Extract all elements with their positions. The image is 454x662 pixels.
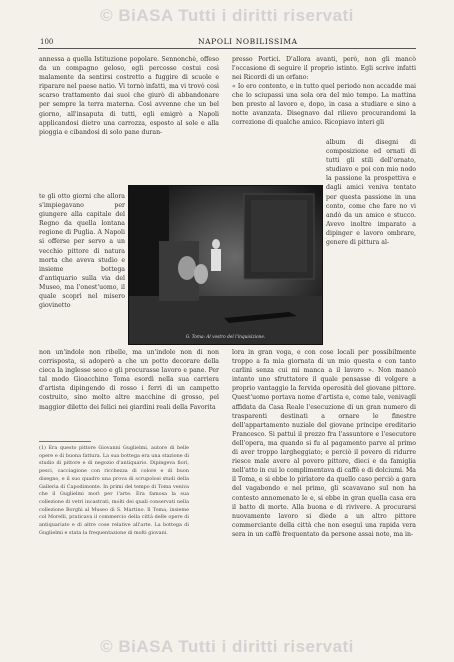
page-number: 100 [40, 38, 54, 46]
left-column-top: annessa a quella Istituzione popolare. Sennonchè, offeso da un compagno geloso, egli percosse costui così malamente da sentirsi costretto a fuggire di scuole e riparare nel paese natio. Vi tornò infatti, ma vi trovò così scarso trattamento dai suoi che giurò di abbandonare per sempre la terra materna. Così avvenne che un bel giorno, all'insaputa di tutti, egli emigrò a Napoli applicandosi dietro una carrozza, esposto al sole e alla pioggia e cibandosi di solo pane duran- [39, 56, 219, 136]
footnote-rule [39, 441, 91, 442]
right-column-top: presso Portici. D'allora avanti, però, non gli mancò l'occasione di seguire il proprio istinto. Egli scrive infatti nei Ricordi di un orfano: [232, 56, 416, 82]
footnotes: (1) Era questo pittore Giovanni Guglielmi, autore di belle opere e di buona fattura. La sua bottega era una stazione di studio di pittore e di negozio d'antiquario. Dipingeva fiori, pesci, cacciagione con ricchezza di colore e di buon disegno, e il suo quadro una prova di scrupolosi studi della Galleria di Capodimonte. In primi del tempo di Toma veniva che il Guglielmi morì per l'arte. Era famosa la sua collezione di vetri incastrati, molti dei quali conservati nella collezione Borghi al Museo di S. Martino. Il Toma, insieme col Morelli, praticava il commercio della città delle opere di antiquariato e di altre cose relative all'arte. La bottega di Guglielmi e stata la frequentazione di molti giovani. [39, 445, 189, 536]
right-column-bottom: lora in gran voga, e con cose locali per possibilmente troppo a fa mia giornata di un mio questa e con tanto carlini senza cui mi manca a il lavoro ». Non mancò intanto uno sfruttatore il quale pensasse di volgere a proprio vantaggio la fervida operosità del giovane pittore. Quest'uomo portava nome d'artista e, come tale, venivagli affidata da Casa Reale l'esecuzione di un gran numero di trasparenti destinati a ornare le finestre dell'appartamento nuziale del giovane principe ereditario Francesco. Si pattuì il prezzo fra l'assuntore e l'esecutore dell'opera, ma quando si fu al pagamento parve al primo di aver troppo largheggiato; e perciò il povero di ridurre riesce male avere al povero pittore, dieci e da famiglia nell'atto in cui lo complimentava di caffè e di dolciumi. Ma il Toma, e si ebbe lo pirlatore da quello caso perciò a gara del vagabondo e nel primo, gli scavavano sul non ha contesto annomenato le e, si ebbe in gran quella casa era il batto di morte. Alla buona e di rivivere. A procurarsi nuovamente lavoro si diede a un altro pittore commerciante della città che non eseguì una rapida vera sera in un caffè frequentato da persone assai note, ma in- [232, 349, 416, 538]
watermark-top: © BiASA Tutti i diritti riservati [100, 6, 354, 25]
painting-illustration [128, 185, 323, 345]
running-header: NAPOLI NOBILISSIMA [198, 37, 298, 46]
left-column-narrow: te gli otto giorni che allora s'impiegavano per giungere alla capitale del Regno da quella lontana regione di Puglia. A Napoli si offerse per servo a un vecchio pittore di natura morta che aveva studio e insieme bottega d'antiquario sulla via del Museo, ma l'onest'uomo, il quale scoprì nel misero giovinetto [39, 193, 125, 310]
figure-caption: G. Toma: Al vostro del l'inquisizione. [185, 335, 266, 340]
header-rule [38, 48, 416, 49]
right-column-narrow: album di disegni di composizione ed ornati di tutti gli stili dell'ornato, studiavo e poi con mio nodo la passione la prospettiva e dagli amici veniva tentato per questa passione in una conto, come che fare no vi andò da un amico e stucco. Avevo inoltre imparato a dipinger e lavoro ombrare, genere di pittura al- [326, 139, 416, 247]
watermark-bottom: © BiASA Tutti i diritti riservati [100, 637, 354, 656]
left-column-bottom: non un'indole non ribelle, ma un'indole non di non corrisposta, si adoperò a che un potto decorare della cieca la inglesse seco e gli procurasse lavoro e pane. Per tal modo Gioacchino Toma esordì nella sua carriera d'artista dipingendo di rosso i ferri di un campetto costruito, sino molto altre macchine di grosso, pel maggior diletto dei felici nei giardini reali della Favorita [39, 349, 219, 411]
painting-image [129, 186, 322, 344]
right-column-quote: « Io ero contento, e in tutto quel periodo non accadde mai che lo sciupassi una sola ora del mio tempo. La mattina ben presto al lavoro e, dopo, in casa a studiare e sino a notte avanzata. Disegnavo dal rilievo procurandomi la correzione di qualche amico. Ricopiavo interi gli [232, 83, 416, 127]
